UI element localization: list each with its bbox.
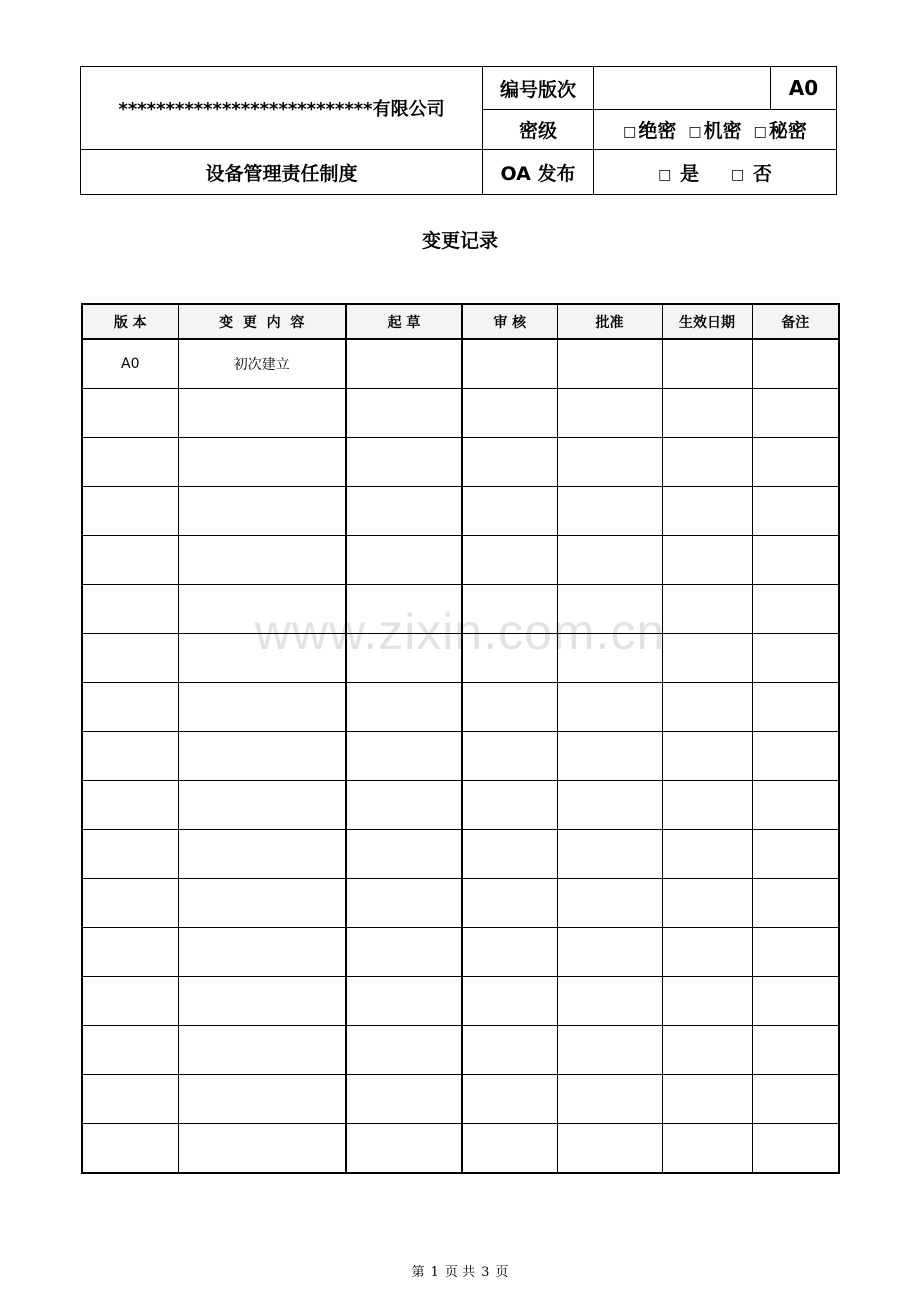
cell-change-content	[178, 928, 346, 977]
cell-approver	[557, 339, 662, 389]
checkbox-icon: □	[753, 124, 767, 140]
cell-drafter	[346, 977, 462, 1026]
cell-change-content	[178, 389, 346, 438]
table-row	[82, 781, 839, 830]
table-row	[82, 585, 839, 634]
table-row	[82, 1124, 839, 1174]
cell-remarks	[752, 487, 839, 536]
cell-remarks	[752, 1026, 839, 1075]
column-header-effective-date: 生效日期	[662, 304, 752, 339]
table-row	[82, 389, 839, 438]
cell-version	[82, 1075, 178, 1124]
cell-drafter	[346, 879, 462, 928]
checkbox-icon: □	[688, 124, 702, 140]
cell-effective-date	[662, 634, 752, 683]
cell-reviewer	[462, 536, 557, 585]
table-row	[82, 879, 839, 928]
cell-change-content: 初次建立	[178, 339, 346, 389]
cell-effective-date	[662, 389, 752, 438]
watermark: www.zixin.com.cn	[254, 604, 666, 660]
cell-effective-date	[662, 732, 752, 781]
cell-effective-date	[662, 487, 752, 536]
total-pages: 3	[481, 1265, 490, 1280]
cell-version	[82, 781, 178, 830]
cell-version	[82, 683, 178, 732]
footer-middle: 页 共	[444, 1265, 476, 1280]
cell-remarks	[752, 977, 839, 1026]
table-row	[82, 928, 839, 977]
page-number: 1	[430, 1265, 439, 1280]
column-header-drafter: 起 草	[346, 304, 462, 339]
document-header-table	[80, 66, 837, 195]
version-value: A0	[771, 67, 837, 110]
cell-effective-date	[662, 781, 752, 830]
cell-remarks	[752, 634, 839, 683]
cell-approver	[557, 830, 662, 879]
cell-version: A0	[82, 339, 178, 389]
cell-effective-date	[662, 1124, 752, 1174]
cell-remarks	[752, 781, 839, 830]
cell-remarks	[752, 928, 839, 977]
cell-approver	[557, 389, 662, 438]
number-version-label: 编号版次	[483, 67, 594, 110]
secrecy-options	[594, 110, 837, 150]
table-row	[82, 536, 839, 585]
cell-approver	[557, 585, 662, 634]
cell-remarks	[752, 585, 839, 634]
cell-effective-date	[662, 339, 752, 389]
cell-approver	[557, 487, 662, 536]
cell-approver	[557, 1075, 662, 1124]
cell-effective-date	[662, 977, 752, 1026]
cell-effective-date	[662, 438, 752, 487]
cell-effective-date	[662, 683, 752, 732]
cell-change-content	[178, 732, 346, 781]
cell-drafter	[346, 339, 462, 389]
section-title: 变更记录	[421, 230, 498, 252]
cell-effective-date	[662, 585, 752, 634]
checkbox-icon: □	[658, 166, 672, 183]
cell-remarks	[752, 683, 839, 732]
column-header-reviewer: 审 核	[462, 304, 557, 339]
cell-effective-date	[662, 536, 752, 585]
table-row	[82, 487, 839, 536]
cell-approver	[557, 977, 662, 1026]
footer-prefix: 第	[411, 1265, 425, 1280]
oa-option-no[interactable]: □ 否	[731, 162, 772, 185]
cell-approver	[557, 634, 662, 683]
cell-version	[82, 928, 178, 977]
column-header-approver: 批准	[557, 304, 662, 339]
cell-effective-date	[662, 830, 752, 879]
cell-remarks	[752, 1124, 839, 1174]
table-row	[82, 339, 839, 389]
cell-drafter	[346, 1026, 462, 1075]
cell-version	[82, 879, 178, 928]
cell-drafter	[346, 438, 462, 487]
cell-drafter	[346, 830, 462, 879]
table-header-row	[82, 304, 839, 339]
cell-change-content	[178, 1124, 346, 1174]
cell-reviewer	[462, 634, 557, 683]
cell-remarks	[752, 339, 839, 389]
cell-reviewer	[462, 879, 557, 928]
cell-effective-date	[662, 928, 752, 977]
cell-version	[82, 585, 178, 634]
number-value	[594, 67, 771, 110]
cell-reviewer	[462, 339, 557, 389]
column-header-remarks: 备注	[752, 304, 839, 339]
table-body	[82, 339, 839, 1173]
cell-remarks	[752, 732, 839, 781]
cell-remarks	[752, 879, 839, 928]
cell-approver	[557, 1124, 662, 1174]
footer-suffix: 页	[495, 1265, 509, 1280]
cell-drafter	[346, 585, 462, 634]
cell-effective-date	[662, 1075, 752, 1124]
cell-reviewer	[462, 781, 557, 830]
table-row	[82, 830, 839, 879]
cell-change-content	[178, 879, 346, 928]
cell-reviewer	[462, 585, 557, 634]
cell-change-content	[178, 683, 346, 732]
cell-version	[82, 732, 178, 781]
cell-approver	[557, 683, 662, 732]
cell-effective-date	[662, 879, 752, 928]
secrecy-option-secret[interactable]: □ 秘密	[753, 120, 807, 142]
cell-approver	[557, 879, 662, 928]
table-row	[82, 977, 839, 1026]
cell-version	[82, 977, 178, 1026]
cell-reviewer	[462, 732, 557, 781]
cell-drafter	[346, 536, 462, 585]
company-name: ***************************有限公司	[81, 67, 483, 150]
cell-reviewer	[462, 830, 557, 879]
cell-version	[82, 634, 178, 683]
oa-option-yes[interactable]: □ 是	[658, 162, 699, 185]
table-row	[82, 438, 839, 487]
cell-reviewer	[462, 487, 557, 536]
cell-reviewer	[462, 977, 557, 1026]
cell-change-content	[178, 536, 346, 585]
cell-approver	[557, 732, 662, 781]
column-header-change-content: 变 更 内 容	[178, 304, 346, 339]
cell-reviewer	[462, 1075, 557, 1124]
cell-drafter	[346, 732, 462, 781]
cell-approver	[557, 438, 662, 487]
cell-drafter	[346, 683, 462, 732]
secrecy-option-top-secret[interactable]: □ 绝密	[623, 120, 677, 142]
cell-reviewer	[462, 683, 557, 732]
cell-change-content	[178, 977, 346, 1026]
cell-change-content	[178, 1075, 346, 1124]
cell-drafter	[346, 781, 462, 830]
table-row	[82, 732, 839, 781]
document-title: 设备管理责任制度	[81, 150, 483, 195]
oa-publish-options	[594, 150, 837, 195]
table-row	[82, 634, 839, 683]
cell-change-content	[178, 487, 346, 536]
cell-change-content	[178, 438, 346, 487]
cell-change-content	[178, 830, 346, 879]
change-record-table	[81, 303, 840, 1174]
cell-version	[82, 536, 178, 585]
cell-drafter	[346, 634, 462, 683]
cell-version	[82, 830, 178, 879]
secrecy-label: 密级	[483, 110, 594, 150]
cell-remarks	[752, 438, 839, 487]
cell-version	[82, 487, 178, 536]
cell-drafter	[346, 1124, 462, 1174]
cell-change-content	[178, 1026, 346, 1075]
column-header-version: 版 本	[82, 304, 178, 339]
cell-reviewer	[462, 438, 557, 487]
cell-approver	[557, 1026, 662, 1075]
page-footer	[0, 1261, 920, 1280]
cell-approver	[557, 536, 662, 585]
cell-approver	[557, 928, 662, 977]
cell-version	[82, 438, 178, 487]
cell-remarks	[752, 536, 839, 585]
cell-drafter	[346, 1075, 462, 1124]
secrecy-option-confidential[interactable]: □ 机密	[688, 120, 742, 142]
table-row	[82, 1026, 839, 1075]
checkbox-icon: □	[623, 124, 637, 140]
cell-reviewer	[462, 1026, 557, 1075]
cell-reviewer	[462, 1124, 557, 1174]
cell-remarks	[752, 389, 839, 438]
cell-drafter	[346, 389, 462, 438]
cell-effective-date	[662, 1026, 752, 1075]
cell-drafter	[346, 928, 462, 977]
cell-change-content	[178, 585, 346, 634]
cell-approver	[557, 781, 662, 830]
cell-remarks	[752, 1075, 839, 1124]
cell-version	[82, 1124, 178, 1174]
cell-change-content	[178, 781, 346, 830]
cell-remarks	[752, 830, 839, 879]
cell-version	[82, 1026, 178, 1075]
cell-reviewer	[462, 928, 557, 977]
table-row	[82, 683, 839, 732]
table-row	[82, 1075, 839, 1124]
cell-version	[82, 389, 178, 438]
checkbox-icon: □	[731, 166, 745, 183]
oa-publish-label: OA 发布	[483, 150, 594, 195]
cell-drafter	[346, 487, 462, 536]
cell-reviewer	[462, 389, 557, 438]
cell-change-content	[178, 634, 346, 683]
